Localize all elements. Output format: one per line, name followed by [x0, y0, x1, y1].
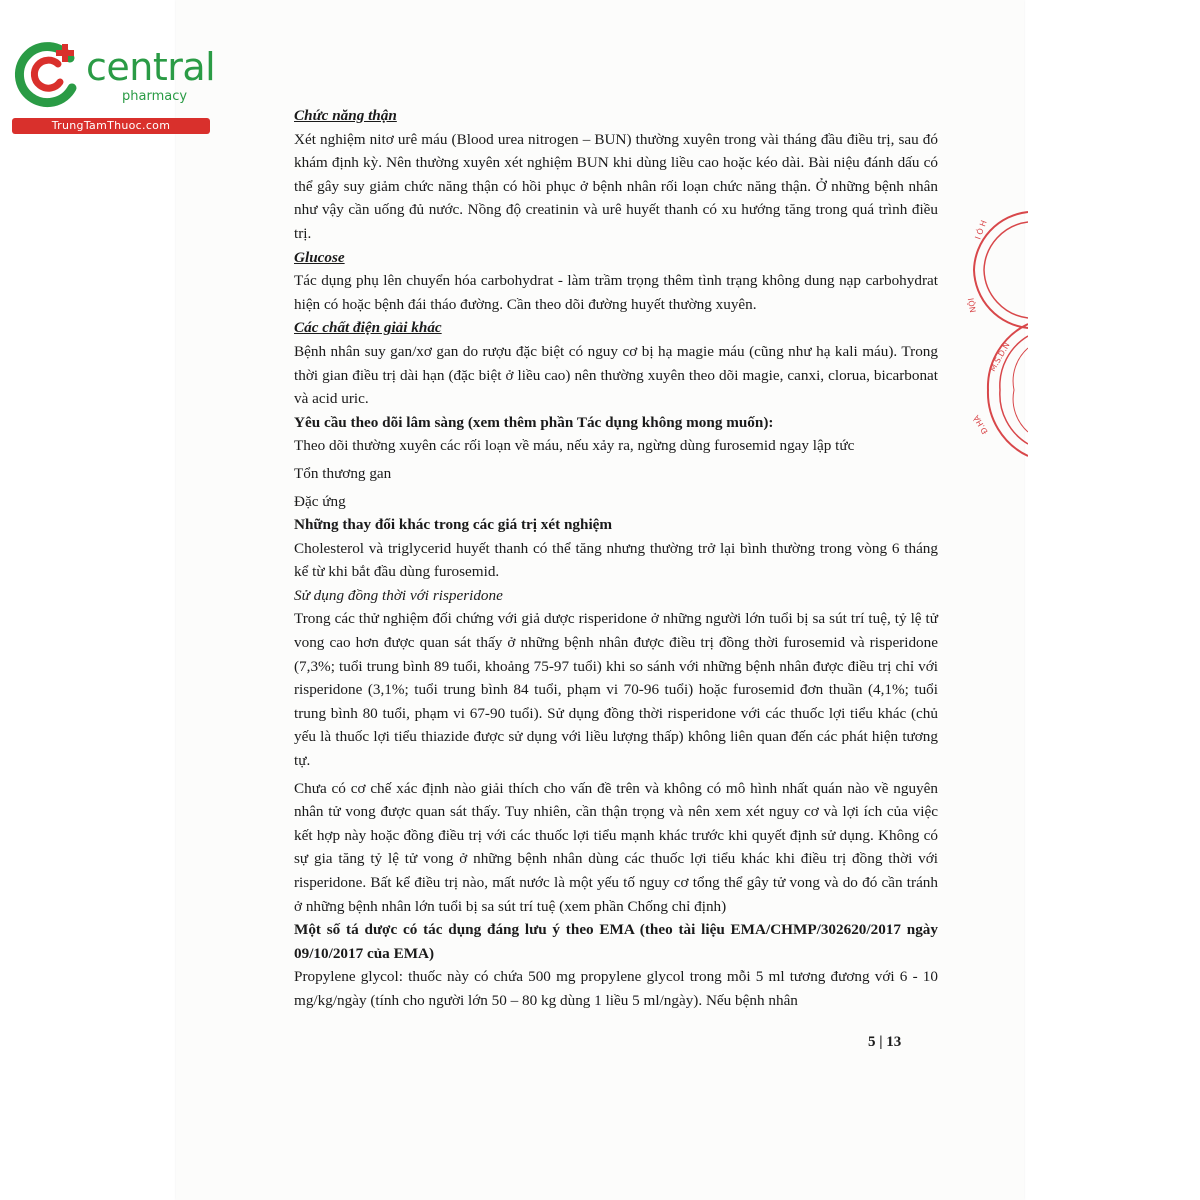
- company-stamp-icon: [958, 200, 1028, 480]
- paragraph: Tổn thương gan: [294, 464, 392, 482]
- section-heading: Các chất điện giải khác: [294, 319, 442, 337]
- logo-brand-text: central: [86, 45, 216, 89]
- paragraph: Chưa có cơ chế xác định nào giải thích cho vấn đề trên và không có mô hình nhất quán nào về nguyên nhân tử vong được quan sát thấy. Tuy nhiên, cần thận trọng và nên xem xét nguy cơ và lợi ích của việc kết hợp này hoặc đồng điều trị với các thuốc lợi tiểu mạnh khác trước khi quyết định sử dụng. Không có sự gia tăng tỷ lệ tử vong ở những bệnh nhân dùng các thuốc lợi tiểu khác khi điều trị đồng thời với risperidone. Bất kể điều trị nào, mất nước là một yếu tố nguy cơ tổng thể gây tử vong và do đó cần tránh ở những bệnh nhân lớn tuổi bị sa sút trí tuệ (xem phần Chống chỉ định): [294, 779, 938, 915]
- document-body: [294, 104, 938, 1013]
- paragraph: Propylene glycol: thuốc này có chứa 500 mg propylene glycol trong mỗi 5 ml tương đương với 6 - 10 mg/kg/ngày (tính cho người lớn 50 – 80 kg dùng 1 liều 5 ml/ngày). Nếu bệnh nhân: [294, 968, 938, 1009]
- logo-sub-text: pharmacy: [122, 89, 188, 104]
- pharmacy-cross-logo-icon: [10, 36, 86, 112]
- paragraph: Trong các thử nghiệm đối chứng với giả dược risperidone ở những người lớn tuổi bị sa sút trí tuệ, tỷ lệ tử vong cao hơn được quan sát thấy ở những bệnh nhân được điều trị đồng thời furosemid và risperidone (7,3%; tuổi trung bình 89 tuổi, khoảng 75-97 tuổi) khi so sánh với những bệnh nhân được điều trị chỉ với risperidone (3,1%; tuổi trung bình 84 tuổi, phạm vi 70-96 tuổi) hoặc furosemid đơn thuần (4,1%; tuổi trung bình 80 tuổi, phạm vi 67-90 tuổi). Sử dụng đồng thời risperidone với các thuốc lợi tiểu khác (chủ yếu là thuốc lợi tiểu thiazide được sử dụng với liều lượng thấp) không liên quan đến các phát hiện tương tự.: [294, 610, 938, 770]
- section-heading: Yêu cầu theo dõi lâm sàng (xem thêm phần Tác dụng không mong muốn):: [294, 413, 774, 431]
- paragraph: Bệnh nhân suy gan/xơ gan do rượu đặc biệt có nguy cơ bị hạ magie máu (cũng như hạ kali máu). Trong thời gian điều trị dài hạn (đặc biệt ở liều cao) nên thường xuyên theo dõi magie, canxi, clorua, bicarbonat và acid uric.: [294, 342, 938, 408]
- section-heading: Những thay đổi khác trong các giá trị xét nghiệm: [294, 516, 613, 534]
- svg-text:I Ó H: I Ó H: [973, 219, 989, 241]
- logo-website-bar[interactable]: TrungTamThuoc.com: [12, 118, 210, 134]
- paragraph: Đặc ứng: [294, 492, 346, 510]
- page-number: 5 | 13: [868, 1034, 902, 1050]
- paragraph: Theo dõi thường xuyên các rối loạn về máu, nếu xảy ra, ngừng dùng furosemid ngay lập tức: [294, 437, 855, 455]
- paragraph: Tác dụng phụ lên chuyển hóa carbohydrat - làm trầm trọng thêm tình trạng không dung nạp carbohydrat hiện có hoặc bệnh đái tháo đường. Cần theo dõi đường huyết thường xuyên.: [294, 272, 938, 313]
- paragraph: Xét nghiệm nitơ urê máu (Blood urea nitrogen – BUN) thường xuyên trong vài tháng đầu điều trị, sau đó khám định kỳ. Nên thường xuyên xét nghiệm BUN khi dùng liều cao hoặc kéo dài. Bài niệu đánh dấu có thể gây suy giảm chức năng thận có hồi phục ở bệnh nhân rối loạn chức năng thận. Ở những bệnh nhân như vậy cần uống đủ nước. Nồng độ creatinin và urê huyết thanh có xu hướng tăng trong quá trình điều trị.: [294, 130, 938, 242]
- section-heading: Glucose: [294, 248, 345, 266]
- svg-text:NỘI: NỘI: [966, 297, 978, 314]
- svg-text:Đ.HÀ: Đ.HÀ: [971, 413, 990, 436]
- paragraph: Cholesterol và triglycerid huyết thanh có thể tăng nhưng thường trở lại bình thường trong vòng 6 tháng kể từ khi bắt đầu dùng furosemid.: [294, 539, 938, 581]
- central-pharmacy-logo[interactable]: [10, 36, 215, 136]
- svg-text:M.S.D.N: M.S.D.N: [987, 340, 1012, 373]
- section-heading: Một số tá dược có tác dụng đáng lưu ý theo EMA (theo tài liệu EMA/CHMP/302620/2017 ngày 09/10/2017 của EMA): [294, 921, 938, 962]
- section-heading: Chức năng thận: [294, 107, 397, 124]
- section-subheading: Sử dụng đồng thời với risperidone: [294, 586, 503, 604]
